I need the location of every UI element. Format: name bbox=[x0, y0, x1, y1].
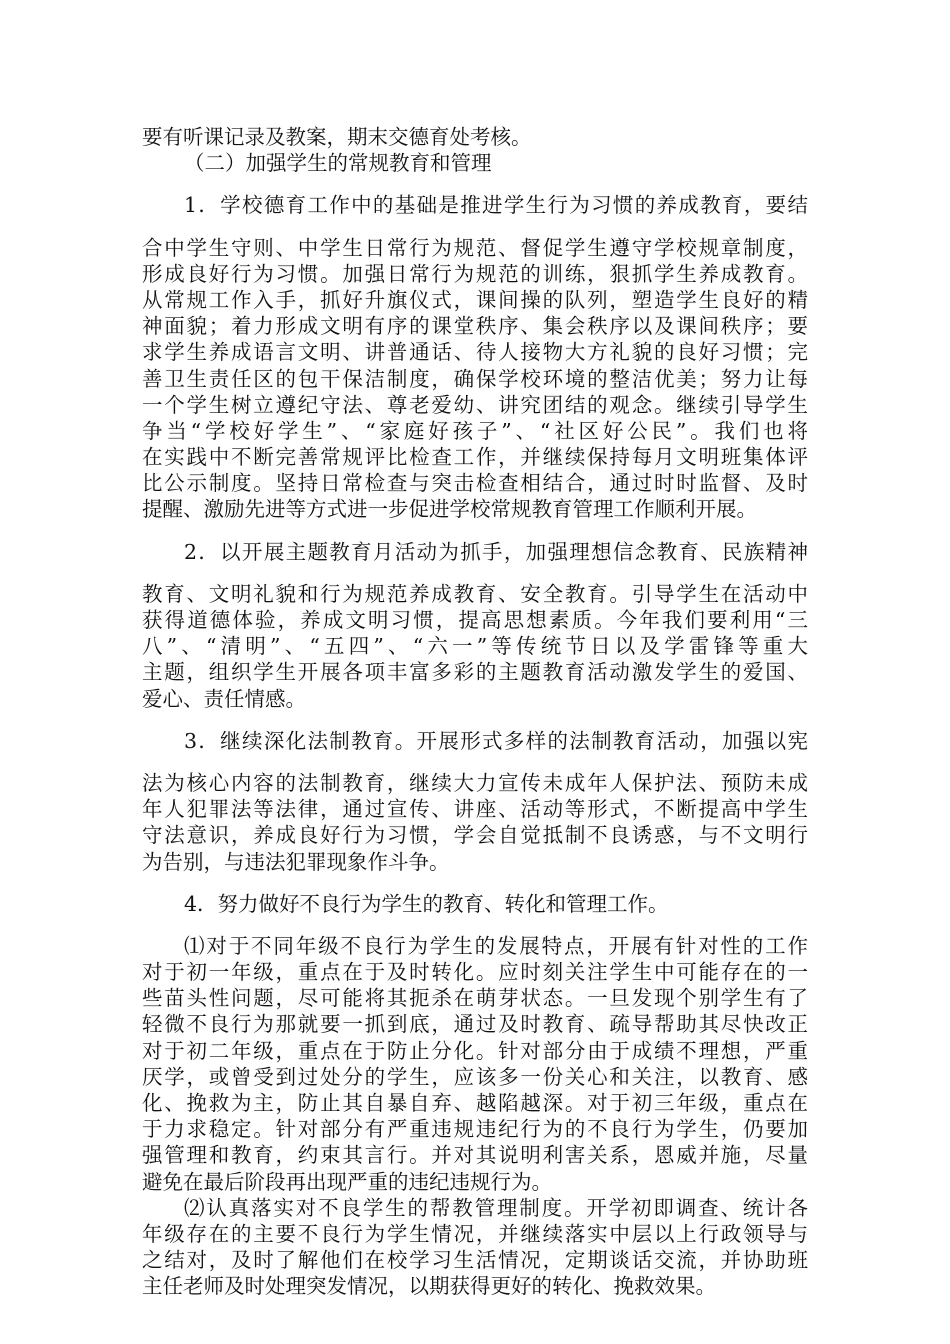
text-line: 对于初一年级，重点在于及时转化。应时刻关注学生中可能存在的一 bbox=[142, 960, 808, 985]
text-line: 争当“学校好学生”、“家庭好孩子”、“社区好公民”。我们也将 bbox=[142, 418, 808, 443]
text-line: 爱心、责任情感。 bbox=[142, 686, 306, 711]
paragraph-item-1 bbox=[142, 933, 808, 1195]
paragraph-4 bbox=[142, 891, 808, 917]
heading-text: （二）加强学生的常规教育和管理 bbox=[184, 151, 492, 176]
paragraph-item-2 bbox=[142, 1195, 808, 1300]
paragraph-2 bbox=[142, 539, 808, 712]
text-line: 主题，组织学生开展各项丰富多彩的主题教育活动激发学生的爱国、 bbox=[142, 660, 808, 685]
document-page bbox=[142, 124, 808, 1300]
text-line: 善卫生责任区的包干保洁制度，确保学校环境的整洁优美；努力让每 bbox=[142, 366, 808, 391]
text-line: 求学生养成语言文明、讲普通话、待人接物大方礼貌的良好习惯；完 bbox=[142, 340, 808, 365]
text-line: 为告别，与违法犯罪现象作斗争。 bbox=[142, 849, 450, 874]
text-line: 形成良好行为习惯。加强日常行为规范的训练，狠抓学生养成教育。 bbox=[142, 261, 808, 286]
text-line: 提醒、激励先进等方式进一步促进学校常规教育管理工作顺利开展。 bbox=[142, 497, 757, 522]
text-line: 要有听课记录及教案，期末交德育处考核。 bbox=[142, 125, 532, 149]
text-line: 2．以开展主题教育月活动为抓手，加强理想信念教育、民族精神 bbox=[184, 539, 808, 564]
text-line: 之结对，及时了解他们在校学习生活情况，定期谈话交流，并协助班 bbox=[142, 1248, 808, 1273]
text-line: 神面貌；着力形成文明有序的课堂秩序、集会秩序以及课间秩序；要 bbox=[142, 314, 808, 339]
text-line: ⑵认真落实对不良学生的帮教管理制度。开学初即调查、统计各 bbox=[184, 1195, 808, 1220]
text-line: 获得道德体验，养成文明习惯，提高思想素质。今年我们要利用“三 bbox=[142, 608, 808, 632]
paragraph-continuation bbox=[142, 124, 808, 150]
text-line: 对于初二年级，重点在于防止分化。针对部分由于成绩不理想，严重 bbox=[142, 1038, 808, 1063]
paragraph-3 bbox=[142, 728, 808, 875]
text-line: 1．学校德育工作中的基础是推进学生行为习惯的养成教育，要结 bbox=[184, 193, 808, 218]
text-line: 合中学生守则、中学生日常行为规范、督促学生遵守学校规章制度， bbox=[142, 235, 808, 260]
text-line: 一个学生树立遵纪守法、尊老爱幼、讲究团结的观念。继续引导学生 bbox=[142, 392, 808, 417]
text-line: 在实践中不断完善常规评比检查工作，并继续保持每月文明班集体评 bbox=[142, 445, 808, 470]
text-line: 比公示制度。坚持日常检查与突击检查相结合，通过时时监督、及时 bbox=[142, 471, 808, 496]
text-line: 4．努力做好不良行为学生的教育、转化和管理工作。 bbox=[184, 891, 669, 916]
text-line: 3．继续深化法制教育。开展形式多样的法制教育活动，加强以宪 bbox=[184, 728, 808, 753]
text-line: 化、挽救为主，防止其自暴自弃、越陷越深。对于初三年级，重点在 bbox=[142, 1091, 808, 1115]
text-line: 强管理和教育，约束其言行。并对其说明利害关系，恩威并施，尽量 bbox=[142, 1143, 808, 1168]
text-line: 法为核心内容的法制教育，继续大力宣传未成年人保护法、预防未成 bbox=[142, 770, 808, 795]
text-line: 守法意识，养成良好行为习惯，学会自觉抵制不良诱惑，与不文明行 bbox=[142, 823, 808, 848]
text-line: ⑴对于不同年级不良行为学生的发展特点，开展有针对性的工作 bbox=[184, 933, 808, 958]
text-line: 些苗头性问题，尽可能将其扼杀在萌芽状态。一旦发现个别学生有了 bbox=[142, 986, 808, 1011]
text-line: 年人犯罪法等法律，通过宣传、讲座、活动等形式，不断提高中学生 bbox=[142, 797, 808, 822]
text-line: 厌学，或曾受到过处分的学生，应该多一份关心和关注，以教育、感 bbox=[142, 1064, 808, 1089]
text-line: 从常规工作入手，抓好升旗仪式，课间操的队列，塑造学生良好的精 bbox=[142, 287, 808, 312]
text-line: 教育、文明礼貌和行为规范养成教育、安全教育。引导学生在活动中 bbox=[142, 581, 808, 606]
text-line: 轻微不良行为那就要一抓到底，通过及时教育、疏导帮助其尽快改正 bbox=[142, 1012, 808, 1037]
paragraph-1 bbox=[142, 192, 808, 522]
section-heading bbox=[142, 150, 808, 176]
text-line: 于力求稳定。针对部分有严重违规违纪行为的不良行为学生，仍要加 bbox=[142, 1117, 808, 1142]
text-line: 主任老师及时处理突发情况，以期获得更好的转化、挽救效果。 bbox=[142, 1274, 716, 1299]
text-line: 年级存在的主要不良行为学生情况，并继续落实中层以上行政领导与 bbox=[142, 1221, 808, 1246]
text-line: 八”、“清明”、“五四”、“六一”等传统节日以及学雷锋等重大 bbox=[142, 634, 808, 659]
text-line: 避免在最后阶段再出现严重的违纪违规行为。 bbox=[142, 1169, 552, 1194]
